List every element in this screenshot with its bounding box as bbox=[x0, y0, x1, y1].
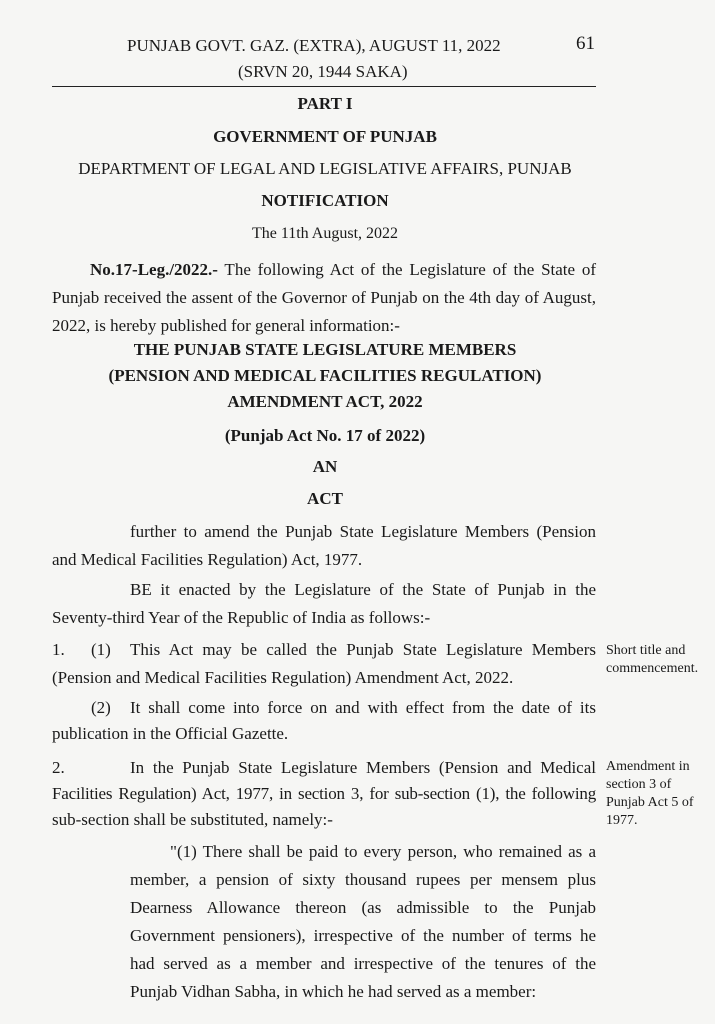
preamble-line-2: and Medical Facilities Regulation) Act, 1977. bbox=[52, 550, 363, 569]
enactment-paragraph bbox=[52, 576, 596, 632]
section-2-line2: Facilities Regulation) Act, 1977, in section 3, for sub-section (1), the following bbox=[52, 784, 596, 803]
quoted-subsection bbox=[130, 838, 596, 1006]
department-heading: DEPARTMENT OF LEGAL AND LEGISLATIVE AFFAIRS, PUNJAB bbox=[78, 159, 572, 178]
quoted-line-2: member, a pension of sixty thousand rupees per mensem plus bbox=[130, 870, 596, 889]
section-2-margin-note: Amendment in section 3 of Punjab Act 5 of 1977. bbox=[606, 759, 694, 828]
section-2-number: 2. bbox=[52, 758, 65, 777]
quoted-line-3: Dearness Allowance thereon (as admissible to the Punjab bbox=[130, 898, 596, 917]
section-1-sub2-line1: It shall come into force on and with effect from the date of its bbox=[130, 698, 596, 717]
enactment-line-2: Seventy-third Year of the Republic of India as follows:- bbox=[52, 608, 431, 627]
section-2-line1: In the Punjab State Legislature Members (Pension and Medical bbox=[130, 758, 596, 777]
quoted-line-5: had served as a member and irrespective of the tenures of the bbox=[130, 954, 596, 973]
section-1-sub1-line2: (Pension and Medical Facilities Regulation) Amendment Act, 2022. bbox=[52, 668, 514, 687]
act-title-line3: AMENDMENT ACT, 2022 bbox=[227, 392, 423, 411]
preamble-line-1: further to amend the Punjab State Legislature Members (Pension bbox=[130, 522, 596, 541]
gazette-header-line2: (SRVN 20, 1944 SAKA) bbox=[238, 62, 408, 81]
section-1-sub1-line1: This Act may be called the Punjab State Legislature Members bbox=[130, 640, 596, 659]
an-heading: AN bbox=[312, 457, 338, 476]
quoted-line-1: "(1) There shall be paid to every person, who remained as a bbox=[170, 842, 596, 861]
act-number: (Punjab Act No. 17 of 2022) bbox=[224, 426, 426, 445]
act-title-line2: (PENSION AND MEDICAL FACILITIES REGULATION) bbox=[108, 366, 542, 385]
act-heading: ACT bbox=[307, 489, 343, 508]
section-1-sub2-line2: publication in the Official Gazette. bbox=[52, 724, 289, 743]
section-1-number: 1. bbox=[52, 640, 65, 659]
quoted-line-6: Punjab Vidhan Sabha, in which he had served as a member: bbox=[130, 982, 537, 1001]
intro-paragraph bbox=[52, 256, 596, 340]
page-number: 61 bbox=[576, 33, 595, 54]
gazette-header-line1: PUNJAB GOVT. GAZ. (EXTRA), AUGUST 11, 2022 bbox=[127, 36, 501, 55]
quoted-line-4: Government pensioners), irrespective of the number of terms he bbox=[130, 926, 596, 945]
intro-line-3: 2022, is hereby published for general information:- bbox=[52, 316, 400, 335]
preamble-paragraph bbox=[52, 518, 596, 574]
section-2-line3: sub-section shall be substituted, namely:- bbox=[52, 810, 333, 829]
section-1-sub2-number: (2) bbox=[91, 698, 111, 717]
notification-number: No.17-Leg./2022.- bbox=[90, 260, 218, 279]
section-1-sub1-number: (1) bbox=[91, 640, 111, 659]
enactment-line-1: BE it enacted by the Legislature of the State of Punjab in the bbox=[130, 580, 596, 599]
act-title-line1: THE PUNJAB STATE LEGISLATURE MEMBERS bbox=[133, 340, 517, 359]
intro-line-2: Punjab received the assent of the Governor of Punjab on the 4th day of August, bbox=[52, 288, 596, 307]
header-rule bbox=[52, 86, 596, 87]
intro-line-1-text: The following Act of the Legislature of the State of bbox=[217, 260, 596, 279]
intro-line-1 bbox=[52, 256, 596, 284]
government-heading: GOVERNMENT OF PUNJAB bbox=[213, 127, 437, 146]
part-heading: PART I bbox=[297, 94, 353, 113]
notification-date: The 11th August, 2022 bbox=[251, 225, 399, 242]
section-1-margin-note: Short title and commencement. bbox=[606, 643, 699, 676]
notification-heading: NOTIFICATION bbox=[261, 191, 389, 210]
